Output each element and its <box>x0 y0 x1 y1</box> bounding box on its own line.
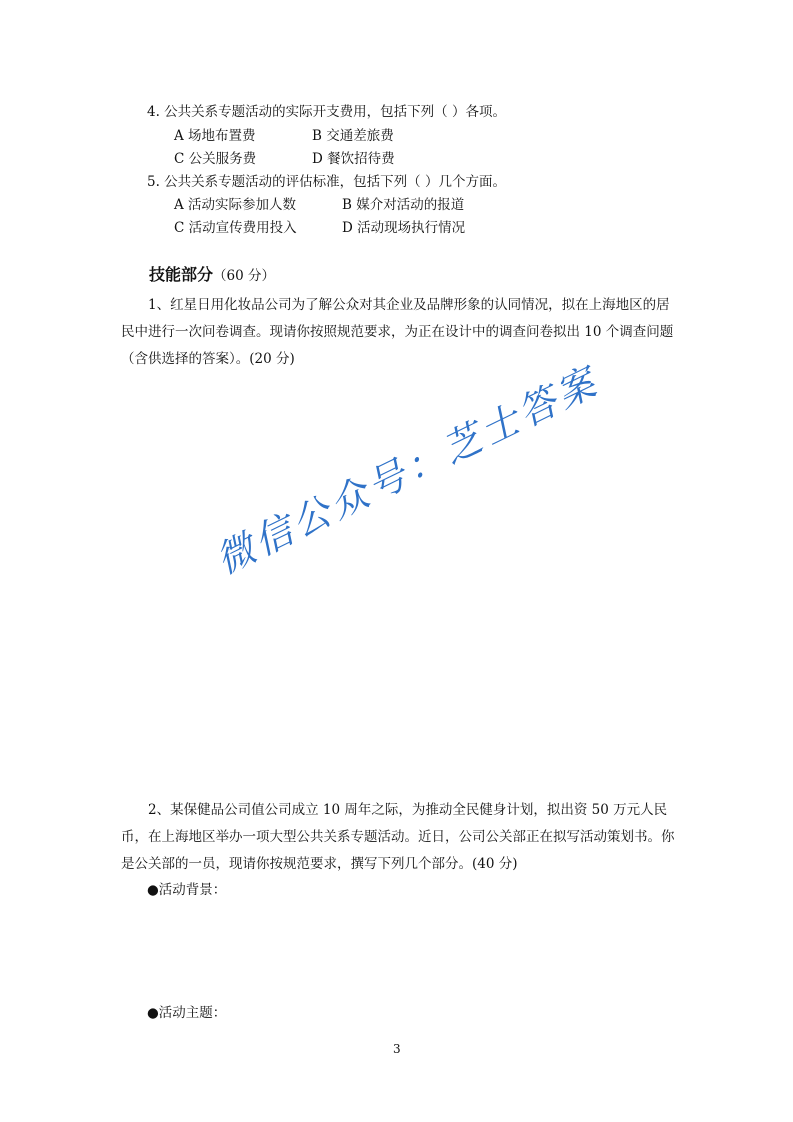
q5-option-a: A 活动实际参加人数 <box>174 197 297 213</box>
q4-option-c: C 公关服务费 <box>174 151 257 167</box>
watermark: 微信公众号：芝士答案 <box>208 358 606 583</box>
q4-option-d: D 餐饮招待费 <box>312 151 395 167</box>
task-2: 2、某保健品公司值公司成立 10 周年之际，为推动全民健身计划，拟出资 50 万元人民币，在上海地区举办一项大型公共关系专题活动。近日，公司公关部正在拟写活动策划书。你是公关部的一员，现请你按规范要求，撰写下列几个部分。(40 分) <box>121 802 675 872</box>
section-title-text: 技能部分 <box>149 265 214 284</box>
question-4: 4. 公共关系专题活动的实际开支费用，包括下列（ ）各项。 <box>147 104 506 120</box>
bullet-background: ●活动背景： <box>147 882 227 898</box>
q5-option-d: D 活动现场执行情况 <box>342 220 466 236</box>
section-title <box>149 262 275 285</box>
section-points: （60 分） <box>213 268 275 284</box>
bullet-theme: ●活动主题： <box>147 1005 227 1021</box>
page-number: 3 <box>393 1042 401 1056</box>
task-1: 1、红星日用化妆品公司为了解公众对其企业及品牌形象的认同情况，拟在上海地区的居民中进行一次问卷调查。现请你按照规范要求，为正在设计中的调查问卷拟出 10 个调查问题（含供选择的答案）。(20 分) <box>121 297 674 367</box>
q5-option-c: C 活动宣传费用投入 <box>174 220 297 236</box>
question-5: 5. 公共关系专题活动的评估标准，包括下列（ ）几个方面。 <box>147 174 506 190</box>
q5-option-b: B 媒介对活动的报道 <box>342 197 465 213</box>
q4-option-b: B 交通差旅费 <box>312 128 394 144</box>
q4-option-a: A 场地布置费 <box>174 128 256 144</box>
